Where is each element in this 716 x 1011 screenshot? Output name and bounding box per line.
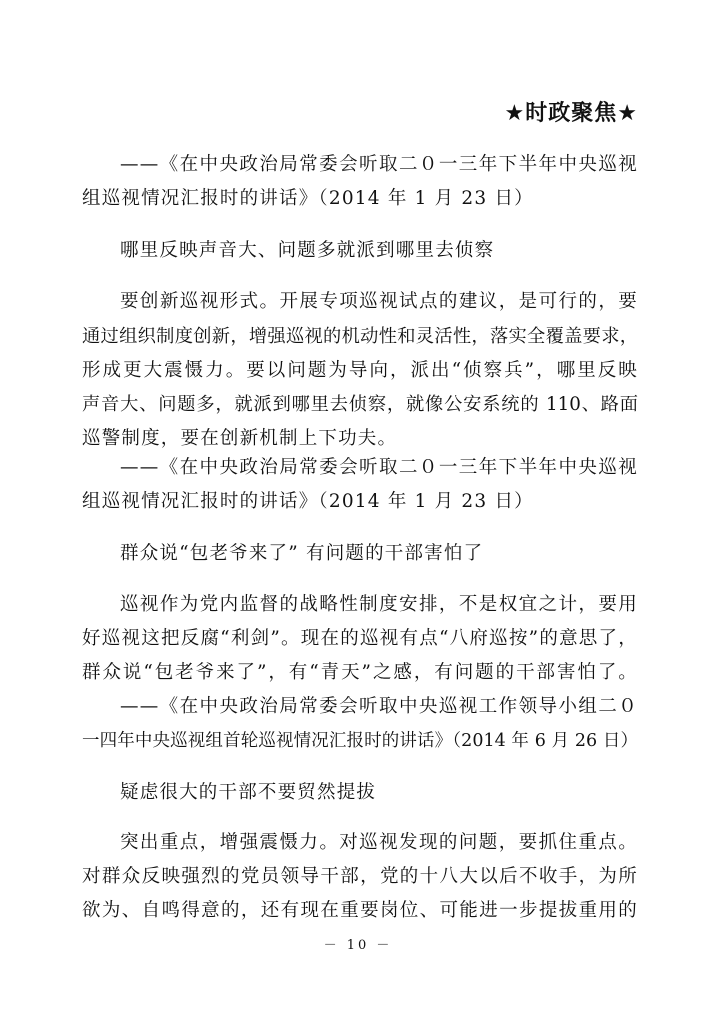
- citation-line: 组巡视情况汇报时的讲话》（2014 年 1 月 23 日）: [82, 491, 534, 512]
- paragraph-line: 对群众反映强烈的党员领导干部，党的十八大以后不收手，为所: [82, 866, 638, 887]
- citation-line: ——《在中央政治局常委会听取中央巡视工作领导小组二０: [120, 696, 638, 717]
- paragraph-line: 形成更大震慑力。要以问题为导向，派出“侦察兵”，哪里反映: [82, 360, 638, 381]
- citation-line: 一四年中央巡视组首轮巡视情况汇报时的讲话》（2014 年 6 月 26 日）: [82, 731, 638, 751]
- citation-line: 组巡视情况汇报时的讲话》（2014 年 1 月 23 日）: [82, 188, 534, 209]
- paragraph-line: 通过组织制度创新，增强巡视的机动性和灵活性，落实全覆盖要求，: [82, 326, 638, 347]
- paragraph-line: 突出重点，增强震慑力。对巡视发现的问题，要抓住重点。: [120, 832, 638, 853]
- subheading: 疑虑很大的干部不要贸然提拔: [120, 782, 377, 803]
- paragraph-line: 声音大、问题多，就派到哪里去侦察，就像公安系统的 110、路面: [82, 394, 638, 415]
- citation-line: ——《在中央政治局常委会听取二０一三年下半年中央巡视: [120, 457, 638, 478]
- subheading: 哪里反映声音大、问题多就派到哪里去侦察: [120, 240, 495, 261]
- paragraph-line: 好巡视这把反腐“利剑”。现在的巡视有点“八府巡按”的意思了，: [82, 628, 638, 649]
- page-number: － 10 －: [323, 938, 393, 953]
- paragraph-line: 要创新巡视形式。开展专项巡视试点的建议，是可行的，要: [120, 291, 638, 312]
- paragraph-line: 巡视作为党内监督的战略性制度安排，不是权宜之计，要用: [120, 594, 638, 615]
- paragraph-line: 群众说“包老爷来了”，有“青天”之感，有问题的干部害怕了。: [82, 662, 638, 683]
- citation-line: ——《在中央政治局常委会听取二０一三年下半年中央巡视: [120, 154, 638, 175]
- paragraph-line: 巡警制度，要在创新机制上下功夫。: [82, 428, 398, 449]
- subheading: 群众说“包老爷来了” 有问题的干部害怕了: [120, 543, 484, 564]
- section-header: ★时政聚焦★: [504, 101, 638, 126]
- paragraph-line: 欲为、自鸣得意的，还有现在重要岗位、可能进一步提拔重用的: [82, 900, 638, 921]
